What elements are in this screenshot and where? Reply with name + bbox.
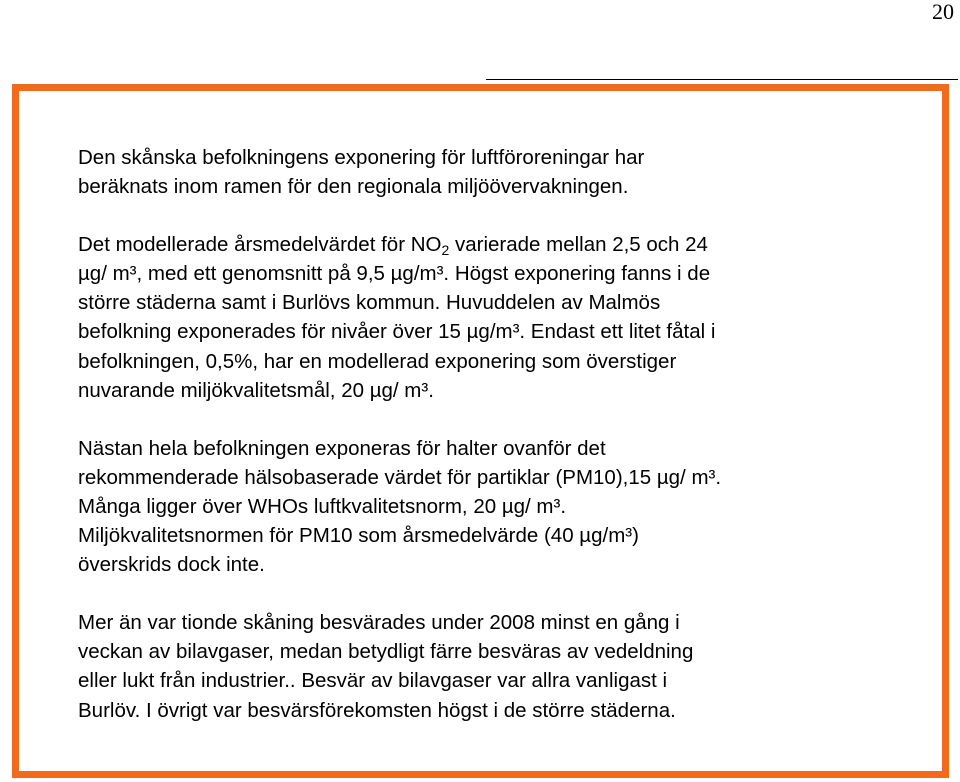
text-line: större städerna samt i Burlövs kommun. Huvuddelen av Malmös bbox=[78, 291, 661, 315]
paragraph-no2 bbox=[78, 230, 928, 405]
text-line: nuvarande miljökvalitetsmål, 20 µg/ m³. bbox=[78, 378, 434, 402]
text-line: Nästan hela befolkningen exponeras för halter ovanför det bbox=[78, 436, 606, 460]
text-line: beräknats inom ramen för den regionala miljöövervakningen. bbox=[78, 175, 629, 199]
text-line: µg/ m³, med ett genomsnitt på 9,5 µg/m³. Högst exponering fanns i de bbox=[78, 262, 711, 286]
page-number: 20 bbox=[932, 0, 954, 24]
text-line: Miljökvalitetsnormen för PM10 som årsmedelvärde (40 µg/m³) bbox=[78, 524, 639, 548]
text-segment: Det modellerade årsmedelvärdet för NO bbox=[78, 233, 442, 257]
paragraph-pm10 bbox=[78, 434, 928, 579]
text-line: rekommenderade hälsobaserade värdet för partiklar (PM10),15 µg/ m³. bbox=[78, 465, 722, 489]
text-line: eller lukt från industrier.. Besvär av bilavgaser var allra vanligast i bbox=[78, 669, 668, 693]
header-rule bbox=[486, 79, 958, 80]
paragraph-annoyance bbox=[78, 608, 928, 724]
text-line: befolkning exponerades för nivåer över 15 µg/m³. Endast ett litet fåtal i bbox=[78, 320, 716, 344]
text-line: befolkningen, 0,5%, har en modellerad exponering som överstiger bbox=[78, 349, 677, 373]
text-line: Många ligger över WHOs luftkvalitetsnorm, 20 µg/ m³. bbox=[78, 494, 567, 518]
body-text bbox=[78, 143, 928, 725]
text-line: Den skånska befolkningens exponering för luftföroreningar har bbox=[78, 146, 645, 169]
text-segment: varierade mellan 2,5 och 24 bbox=[449, 233, 708, 257]
text-line: Burlöv. I övrigt var besvärsförekomsten högst i de större städerna. bbox=[78, 698, 676, 722]
text-line: överskrids dock inte. bbox=[78, 553, 265, 577]
subscript: 2 bbox=[441, 242, 450, 259]
text-line bbox=[78, 230, 928, 259]
text-line: veckan av bilavgaser, medan betydligt färre besväras av vedeldning bbox=[78, 640, 694, 664]
text-line: Mer än var tionde skåning besvärades under 2008 minst en gång i bbox=[78, 611, 680, 635]
paragraph-exposure-intro bbox=[78, 143, 928, 201]
